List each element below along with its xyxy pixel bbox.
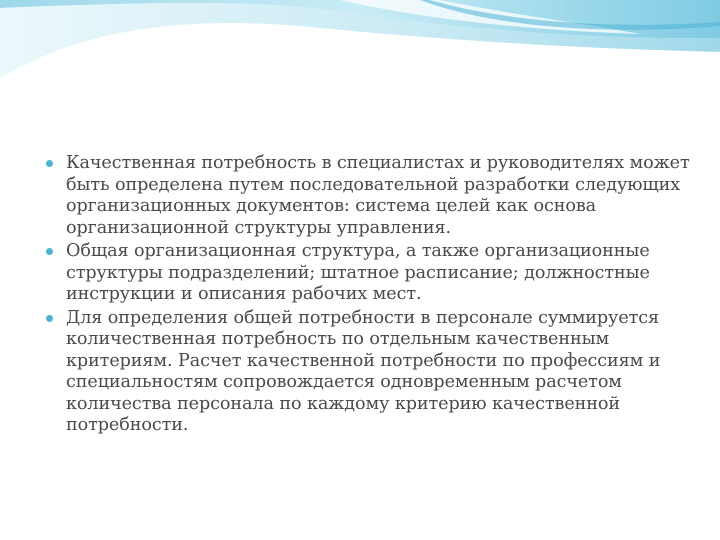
bullet-item — [46, 153, 706, 239]
bullet-dot-icon — [46, 248, 53, 255]
bullet-item — [46, 308, 706, 437]
bullet-text: Качественная потребность в специалистах и руководителях может быть определена путем последовательной разработки следующих организационных документов: система целей как основа организационной структуры управления. — [66, 153, 690, 238]
header-wave-decoration — [0, 0, 720, 120]
bullet-item — [46, 241, 706, 306]
bullet-list — [46, 153, 706, 439]
bullet-text: Общая организационная структура, а также организационные структуры подразделений; штатное расписание; должностные инструкции и описания рабочих мест. — [66, 241, 650, 304]
bullet-text: Для определения общей потребности в персонале суммируется количественная потребность по отдельным качественным критериям. Расчет качественной потребности по профессиям и специальностям сопровождается одновременным расчетом количества персонала по каждому критерию качественной потребности. — [66, 307, 661, 435]
bullet-dot-icon — [46, 315, 53, 322]
bullet-dot-icon — [46, 160, 53, 167]
